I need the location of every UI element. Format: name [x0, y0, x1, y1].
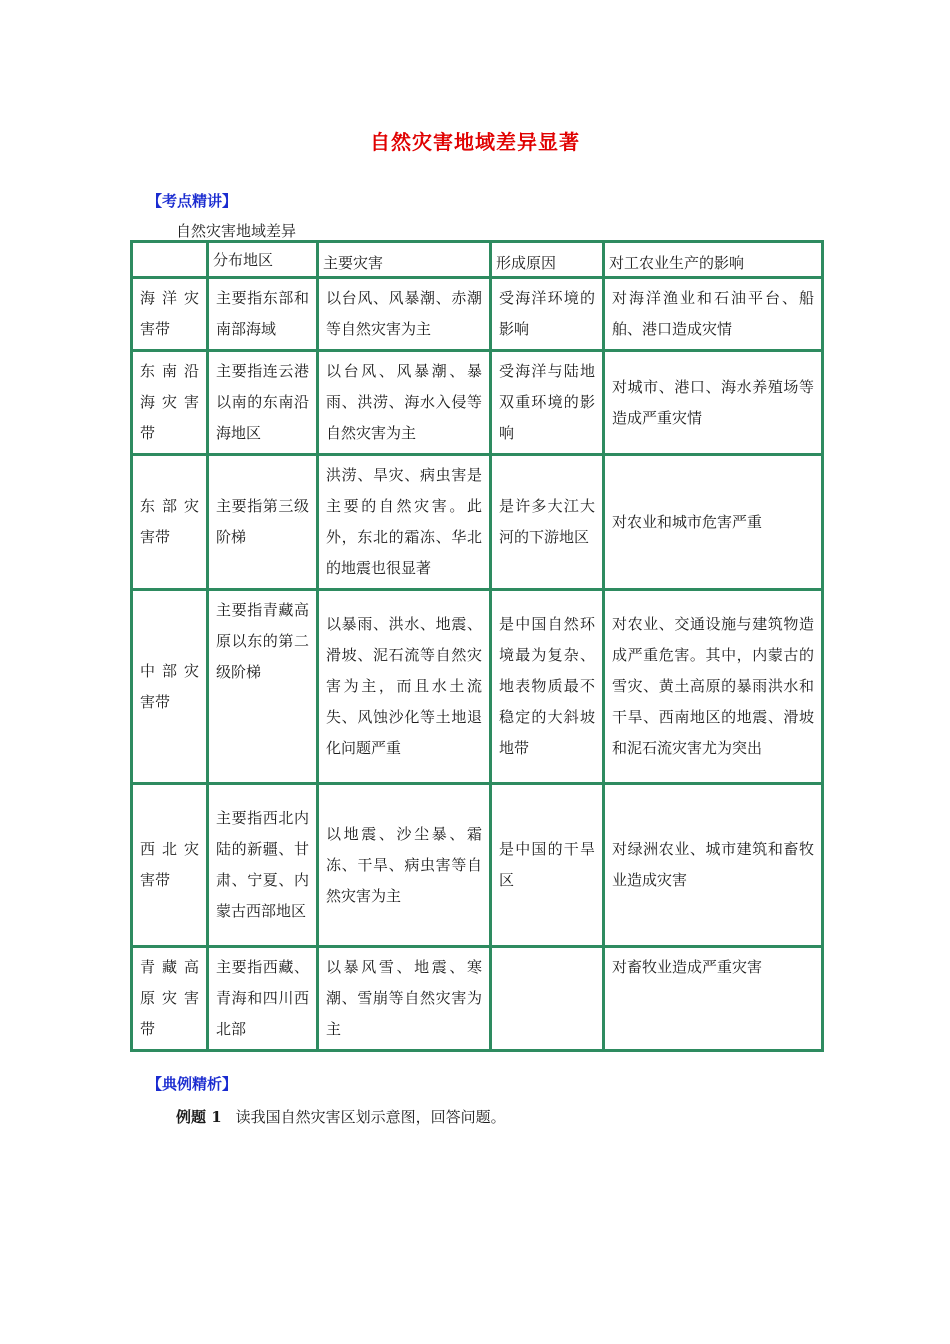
- hazards-cell: 以台风、风暴潮、赤潮等自然灾害为主: [318, 278, 491, 351]
- region-cell: 主要指第三级阶梯: [208, 455, 318, 590]
- cause-cell: 是许多大江大河的下游地区: [491, 455, 604, 590]
- zone-cell: 中部灾害带: [132, 590, 208, 784]
- page-title: 自然灾害地域差异显著: [370, 130, 580, 154]
- example-label: 例题 1: [176, 1108, 222, 1126]
- section-heading-key-points: 【考点精讲】: [147, 192, 238, 210]
- cause-cell: 是中国自然环境最为复杂、地表物质最不稳定的大斜坡地带: [491, 590, 604, 784]
- table-header-row: [132, 242, 823, 278]
- table-row: [132, 784, 823, 947]
- example-text: 读我国自然灾害区划示意图，回答问题。: [235, 1108, 506, 1126]
- impact-cell: 对畜牧业造成严重灾害: [604, 947, 823, 1051]
- region-cell: 主要指西北内陆的新疆、甘肃、宁夏、内蒙古西部地区: [208, 784, 318, 947]
- table-row: [132, 351, 823, 455]
- region-cell: 主要指青藏高原以东的第二级阶梯: [208, 590, 318, 784]
- cause-cell: 受海洋与陆地双重环境的影响: [491, 351, 604, 455]
- cause-cell: 是中国的干旱区: [491, 784, 604, 947]
- table-row: [132, 590, 823, 784]
- zone-cell: 海洋灾害带: [132, 278, 208, 351]
- zone-cell: 西北灾害带: [132, 784, 208, 947]
- header-cell-impact: 对工农业生产的影响: [604, 242, 823, 278]
- header-cell-region: 分布地区: [208, 242, 318, 278]
- hazards-cell: 洪涝、旱灾、病虫害是主要的自然灾害。此外，东北的霜冻、华北的地震也很显著: [318, 455, 491, 590]
- section-heading-examples: 【典例精析】: [147, 1075, 238, 1093]
- impact-cell: 对绿洲农业、城市建筑和畜牧业造成灾害: [604, 784, 823, 947]
- region-cell: 主要指西藏、青海和四川西北部: [208, 947, 318, 1051]
- header-cell-zone: [132, 242, 208, 278]
- hazards-cell: 以台风、风暴潮、暴雨、洪涝、海水入侵等自然灾害为主: [318, 351, 491, 455]
- table-row: [132, 947, 823, 1051]
- hazards-cell: 以暴风雪、地震、寒潮、雪崩等自然灾害为主: [318, 947, 491, 1051]
- hazards-cell: 以暴雨、洪水、地震、滑坡、泥石流等自然灾害为主，而且水土流失、风蚀沙化等土地退化问题严重: [318, 590, 491, 784]
- header-cell-hazards: 主要灾害: [318, 242, 491, 278]
- zone-cell: 东南沿海灾害带: [132, 351, 208, 455]
- impact-cell: 对城市、港口、海水养殖场等造成严重灾情: [604, 351, 823, 455]
- cause-cell: 受海洋环境的影响: [491, 278, 604, 351]
- header-cell-cause: 形成原因: [491, 242, 604, 278]
- zone-cell: 青藏高原灾害带: [132, 947, 208, 1051]
- cause-cell: [491, 947, 604, 1051]
- hazard-zone-table: [130, 240, 824, 1052]
- table-row: [132, 278, 823, 351]
- region-cell: 主要指连云港以南的东南沿海地区: [208, 351, 318, 455]
- impact-cell: 对海洋渔业和石油平台、船舶、港口造成灾情: [604, 278, 823, 351]
- impact-cell: 对农业和城市危害严重: [604, 455, 823, 590]
- table-row: [132, 455, 823, 590]
- impact-cell: 对农业、交通设施与建筑物造成严重危害。其中，内蒙古的雪灾、黄土高原的暴雨洪水和干旱、西南地区的地震、滑坡和泥石流灾害尤为突出: [604, 590, 823, 784]
- region-cell: 主要指东部和南部海域: [208, 278, 318, 351]
- table-caption: 自然灾害地域差异: [176, 222, 297, 240]
- hazards-cell: 以地震、沙尘暴、霜冻、干旱、病虫害等自然灾害为主: [318, 784, 491, 947]
- example-question: [176, 1106, 506, 1127]
- zone-cell: 东部灾害带: [132, 455, 208, 590]
